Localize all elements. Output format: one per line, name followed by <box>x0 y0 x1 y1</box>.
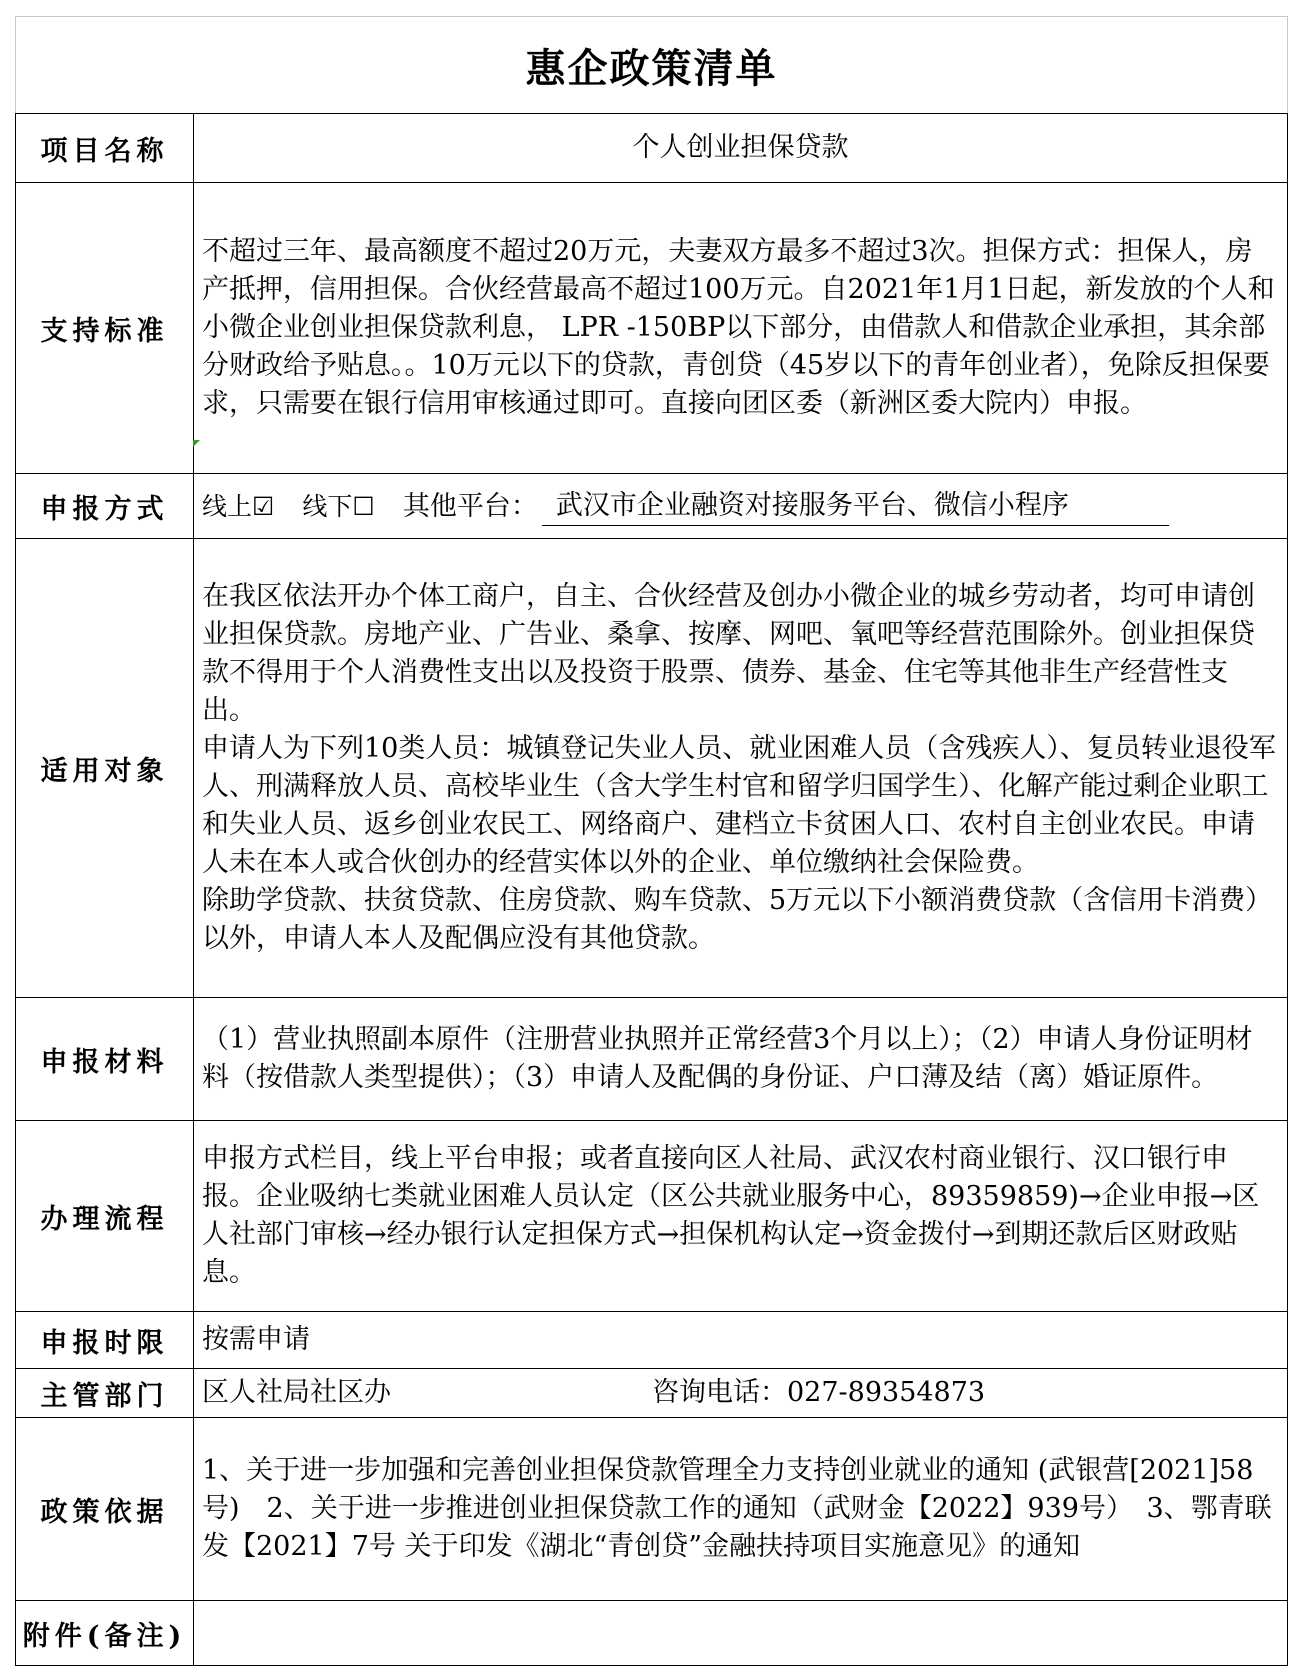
value-process: 申报方式栏目，线上平台申报；或者直接向区人社局、武汉农村商业银行、汉口银行申报。企业吸纳七类就业困难人员认定（区公共就业服务中心，89359859)→企业申报→区人社部门审核→经办银行认定担保方式→担保机构认定→资金拨付→到期还款后区财政贴息。 <box>194 1121 1288 1312</box>
row-time-limit <box>16 1312 1288 1369</box>
value-policy-basis: 1、关于进一步加强和完善创业担保贷款管理全力支持创业就业的通知 (武银营[2021]58号) 2、关于进一步推进创业担保贷款工作的通知（武财金【2022】939号） 3、鄂青联发【2021】7号 关于印发《湖北“青创贷”金融扶持项目实施意见》的通知 <box>194 1418 1288 1601</box>
page-title: 惠企政策清单 <box>16 17 1288 114</box>
label-time-limit: 申报时限 <box>16 1312 194 1369</box>
row-method <box>16 474 1288 539</box>
value-time-limit: 按需申请 <box>194 1312 1288 1369</box>
label-materials: 申报材料 <box>16 998 194 1121</box>
department-line <box>202 1374 1279 1412</box>
other-platform-value: 武汉市企业融资对接服务平台、微信小程序 <box>542 487 1169 526</box>
value-materials: （1）营业执照副本原件（注册营业执照并正常经营3个月以上）；（2）申请人身份证明材料（按借款人类型提供）；（3）申请人及配偶的身份证、户口薄及结（离）婚证原件。 <box>194 998 1288 1121</box>
row-attachment <box>16 1601 1288 1666</box>
row-support-standard <box>16 183 1288 474</box>
row-target <box>16 539 1288 998</box>
value-method <box>194 474 1288 539</box>
value-target <box>194 539 1288 998</box>
other-platform-label: 其他平台： <box>402 490 538 522</box>
value-department <box>194 1369 1288 1418</box>
value-support-standard: 不超过三年、最高额度不超过20万元，夫妻双方最多不超过3次。担保方式：担保人，房产抵押，信用担保。合伙经营最高不超过100万元。自2021年1月1日起，新发放的个人和小微企业创业担保贷款利息， LPR -150BP以下部分，由借款人和借款企业承担，其余部分财政给予贴息。。10万元以下的贷款，青创贷（45岁以下的青年创业者），免除反担保要求，只需要在银行信用审核通过即可。直接向团区委（新洲区委大院内）申报。 <box>194 183 1288 474</box>
label-project-name: 项目名称 <box>16 114 194 183</box>
target-paragraph-2: 申请人为下列10类人员：城镇登记失业人员、就业困难人员（含残疾人）、复员转业退役军人、刑满释放人员、高校毕业生（含大学生村官和留学归国学生）、化解产能过剩企业职工和失业人员、返乡创业农民工、网络商户、建档立卡贫困人口、农村自主创业农民。申请人未在本人或合伙创办的经营实体以外的企业、单位缴纳社会保险费。 <box>202 733 1276 878</box>
target-paragraph-1: 在我区依法开办个体工商户，自主、合伙经营及创办小微企业的城乡劳动者，均可申请创业担保贷款。房地产业、广告业、桑拿、按摩、网吧、氧吧等经营范围除外。创业担保贷款不得用于个人消费性支出以及投资于股票、债券、基金、住宅等其他非生产经营性支出。 <box>202 581 1255 726</box>
value-attachment <box>194 1601 1288 1666</box>
target-paragraph-3: 除助学贷款、扶贫贷款、住房贷款、购车贷款、5万元以下小额消费贷款（含信用卡消费）以外，申请人本人及配偶应没有其他贷款。 <box>202 885 1273 954</box>
method-line <box>202 487 1279 526</box>
value-project-name: 个人创业担保贷款 <box>194 114 1288 183</box>
policy-table <box>15 16 1288 1666</box>
label-policy-basis: 政策依据 <box>16 1418 194 1601</box>
row-project-name <box>16 114 1288 183</box>
label-support-standard: 支持标准 <box>16 183 194 474</box>
row-materials <box>16 998 1288 1121</box>
row-department <box>16 1369 1288 1418</box>
row-policy-basis <box>16 1418 1288 1601</box>
label-department: 主管部门 <box>16 1369 194 1418</box>
cell-comment-marker <box>193 440 200 447</box>
label-target: 适用对象 <box>16 539 194 998</box>
online-checkbox[interactable]: 线上☑ <box>202 491 275 521</box>
label-attachment: 附件(备注) <box>16 1601 194 1666</box>
label-method: 申报方式 <box>16 474 194 539</box>
offline-checkbox[interactable]: 线下☐ <box>302 491 375 521</box>
department-name: 区人社局社区办 <box>202 1377 391 1408</box>
department-phone: 咨询电话：027-89354873 <box>652 1377 986 1408</box>
row-process <box>16 1121 1288 1312</box>
label-process: 办理流程 <box>16 1121 194 1312</box>
